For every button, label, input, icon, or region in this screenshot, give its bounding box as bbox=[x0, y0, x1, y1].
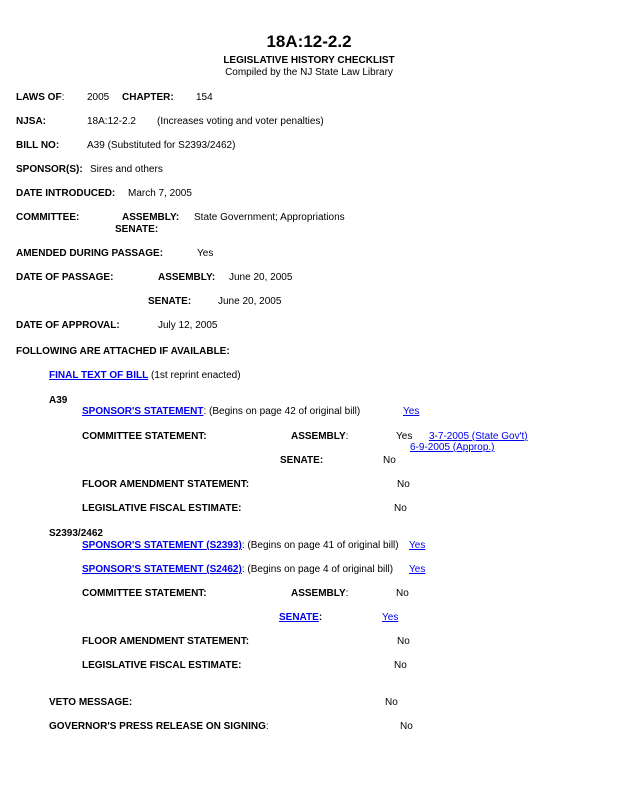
a39-sponsor-statement-link[interactable]: SPONSOR'S STATEMENT bbox=[82, 406, 204, 417]
a39-floor-value: No bbox=[397, 479, 410, 490]
a39-floor-label: FLOOR AMENDMENT STATEMENT: bbox=[82, 479, 250, 490]
date-of-passage-label: DATE OF PASSAGE: bbox=[16, 272, 114, 283]
njsa-label: NJSA: bbox=[16, 116, 47, 127]
laws-of-label: LAWS OF: bbox=[16, 92, 65, 103]
final-text-row bbox=[49, 370, 241, 382]
bill-no-label: BILL NO: bbox=[16, 140, 60, 151]
a39-committee-label: COMMITTEE STATEMENT: bbox=[82, 431, 207, 442]
s2393-fiscal-value: No bbox=[394, 660, 407, 671]
chapter-label: CHAPTER: bbox=[122, 92, 174, 103]
governor-label: GOVERNOR'S PRESS RELEASE ON SIGNING: bbox=[49, 721, 269, 732]
committee-assembly-label: ASSEMBLY: bbox=[122, 212, 180, 223]
s2393-sponsor-statement-link[interactable]: SPONSOR'S STATEMENT (S2393) bbox=[82, 540, 242, 551]
date-of-approval-label: DATE OF APPROVAL: bbox=[16, 320, 120, 331]
s2393-assembly-value: No bbox=[396, 588, 409, 599]
committee-assembly-value: State Government; Appropriations bbox=[194, 212, 345, 223]
s2393-senate-yes-link[interactable]: Yes bbox=[382, 612, 399, 623]
a39-sponsor-row bbox=[82, 406, 360, 418]
page-title: 18A:12-2.2 bbox=[266, 32, 352, 51]
s2393-sponsor-note: : (Begins on page 41 of original bill) bbox=[241, 540, 399, 551]
a39-sponsor-yes-link[interactable]: Yes bbox=[403, 406, 420, 417]
sponsors-label: SPONSOR(S): bbox=[16, 164, 83, 175]
bill-no-value: A39 (Substituted for S2393/2462) bbox=[87, 140, 236, 151]
page-subtitle: LEGISLATIVE HISTORY CHECKLIST bbox=[223, 55, 395, 66]
date-introduced-label: DATE INTRODUCED: bbox=[16, 188, 116, 199]
committee-label: COMMITTEE: bbox=[16, 212, 80, 223]
s2393-senate-row: SENATE: bbox=[279, 612, 323, 623]
veto-label: VETO MESSAGE: bbox=[49, 697, 133, 708]
s2393-assembly-label: ASSEMBLY: bbox=[291, 588, 349, 599]
laws-of-year: 2005 bbox=[87, 92, 110, 103]
a39-sponsor-note: : (Begins on page 42 of original bill) bbox=[203, 406, 361, 417]
s2393-fiscal-label: LEGISLATIVE FISCAL ESTIMATE: bbox=[82, 660, 242, 671]
attached-heading: FOLLOWING ARE ATTACHED IF AVAILABLE: bbox=[16, 346, 230, 357]
final-text-note: (1st reprint enacted) bbox=[148, 370, 241, 381]
sponsors-value: Sires and others bbox=[90, 164, 163, 175]
s2462-sponsor-yes-link[interactable]: Yes bbox=[409, 564, 426, 575]
compiled-by: Compiled by the NJ State Law Library bbox=[225, 67, 393, 78]
a39-fiscal-label: LEGISLATIVE FISCAL ESTIMATE: bbox=[82, 503, 242, 514]
amended-label: AMENDED DURING PASSAGE: bbox=[16, 248, 164, 259]
s2393-floor-label: FLOOR AMENDMENT STATEMENT: bbox=[82, 636, 250, 647]
chapter-value: 154 bbox=[196, 92, 213, 103]
veto-value: No bbox=[385, 697, 398, 708]
s2462-sponsor-statement-link[interactable]: SPONSOR'S STATEMENT (S2462) bbox=[82, 564, 242, 575]
a39-heading: A39 bbox=[49, 395, 68, 406]
s2393-heading: S2393/2462 bbox=[49, 528, 103, 539]
s2462-sponsor-note: : (Begins on page 4 of original bill) bbox=[241, 564, 394, 575]
a39-assembly-link-stategov[interactable]: 3-7-2005 (State Gov't) bbox=[429, 431, 528, 442]
a39-senate-label: SENATE: bbox=[280, 455, 324, 466]
njsa-value: 18A:12-2.2 bbox=[87, 116, 136, 127]
amended-value: Yes bbox=[197, 248, 214, 259]
a39-assembly-value: Yes bbox=[396, 431, 413, 442]
s2393-sponsor1-row bbox=[82, 540, 399, 552]
passage-senate-label: SENATE: bbox=[148, 296, 192, 307]
passage-assembly-value: June 20, 2005 bbox=[229, 272, 293, 283]
s2393-floor-value: No bbox=[397, 636, 410, 647]
a39-senate-value: No bbox=[383, 455, 396, 466]
s2393-sponsor-yes-link[interactable]: Yes bbox=[409, 540, 426, 551]
s2393-senate-link[interactable]: SENATE bbox=[279, 612, 319, 623]
a39-assembly-label: ASSEMBLY: bbox=[291, 431, 349, 442]
a39-fiscal-value: No bbox=[394, 503, 407, 514]
s2462-sponsor-row bbox=[82, 564, 393, 576]
a39-assembly-link-approp[interactable]: 6-9-2005 (Approp.) bbox=[410, 442, 495, 453]
passage-assembly-label: ASSEMBLY: bbox=[158, 272, 216, 283]
passage-senate-value: June 20, 2005 bbox=[218, 296, 282, 307]
committee-senate-label: SENATE: bbox=[115, 224, 159, 235]
njsa-description: (Increases voting and voter penalties) bbox=[157, 116, 324, 127]
date-of-approval-value: July 12, 2005 bbox=[158, 320, 218, 331]
s2393-committee-label: COMMITTEE STATEMENT: bbox=[82, 588, 207, 599]
date-introduced-value: March 7, 2005 bbox=[128, 188, 192, 199]
governor-value: No bbox=[400, 721, 413, 732]
final-text-link[interactable]: FINAL TEXT OF BILL bbox=[49, 370, 149, 381]
